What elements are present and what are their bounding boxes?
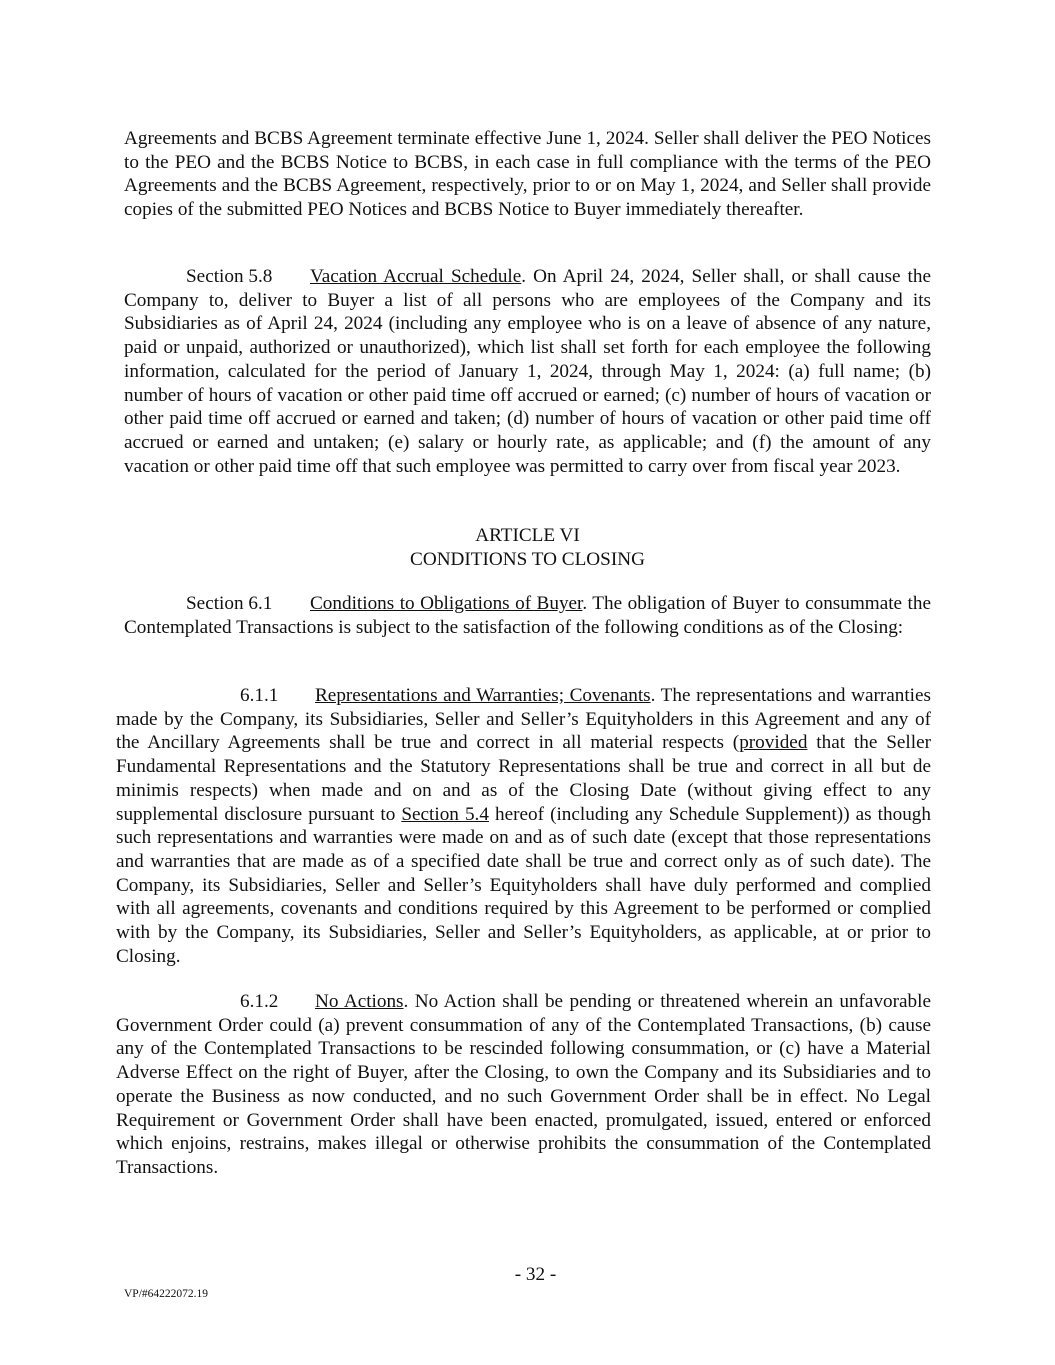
section-6-1-2 bbox=[116, 990, 931, 1180]
subsection-body-b: that the Seller Fundamental Representations and the Statutory Representations shall be true and correct in all but de minimis respects) when made and on and as of the Closing Date (without giving effect to any supplemental disclosure pursuant to bbox=[116, 732, 931, 825]
subsection-body: . No Action shall be pending or threatened wherein an unfavorable Government Order could (a) prevent consummation of any of the Contemplated Transactions, (b) cause any of the Contemplated Transactions to be rescinded following consummation, or (c) have a Material Adverse Effect on the right of Buyer, after the Closing, to own the Company and its Subsidiaries and to operate the Business as now conducted, and no such Government Order shall be in effect. No Legal Requirement or Government Order shall have been enacted, promulgated, issued, entered or enforced which enjoins, restrains, makes illegal or otherwise prohibits the consummation of the Contemplated Transactions. bbox=[116, 991, 931, 1178]
subsection-body-c: hereof (including any Schedule Supplement)) as though such representations and warranties were made on and as of such date (except that those representations and warranties that are made as of a specified date shall be true and correct only as of such date). The Company, its Subsidiaries, Seller and Seller’s Equityholders shall have duly performed and complied with all agreements, covenants and conditions required by this Agreement to be performed or complied with by the Company, its Subsidiaries, Seller and Seller’s Equityholders, as applicable, at or prior to Closing. bbox=[116, 803, 931, 967]
section-6-1-1 bbox=[116, 684, 931, 968]
article-heading bbox=[0, 524, 1055, 571]
page-number: - 32 - bbox=[514, 1264, 557, 1285]
provided-term: provided bbox=[739, 732, 808, 754]
section-title: Conditions to Obligations of Buyer bbox=[310, 593, 583, 614]
subsection-body-a: . The representations and warranties made by the Company, its Subsidiaries, Seller and Seller’s Equityholders in this Agreement and any of the Ancillary Agreements shall be true and correct in all material respects ( bbox=[116, 685, 931, 754]
paragraph-peo-notices bbox=[124, 127, 931, 222]
section-title: Vacation Accrual Schedule bbox=[310, 266, 522, 287]
subsection-number: 6.1.1 bbox=[240, 685, 279, 706]
article-title: CONDITIONS TO CLOSING bbox=[410, 548, 645, 570]
section-body: . The obligation of Buyer to consummate the Contemplated Transactions is subject to the satisfaction of the following conditions as of the Closing: bbox=[124, 593, 931, 638]
section-6-1 bbox=[124, 592, 931, 639]
subsection-title: No Actions bbox=[315, 991, 404, 1012]
section-5-8 bbox=[124, 265, 931, 478]
section-number: Section 6.1 bbox=[186, 593, 273, 614]
paragraph-text: Agreements and BCBS Agreement terminate effective June 1, 2024. Seller shall deliver the PEO Notices to the PEO and the BCBS Notice to BCBS, in each case in full compliance with the terms of the PEO Agreements and the BCBS Agreement, respectively, prior to or on May 1, 2024, and Seller shall provide copies of the submitted PEO Notices and BCBS Notice to Buyer immediately thereafter. bbox=[124, 128, 931, 221]
document-id-footer: VP/#64222072.19 bbox=[124, 1288, 209, 1300]
section-reference: Section 5.4 bbox=[401, 803, 489, 825]
section-number: Section 5.8 bbox=[186, 266, 273, 287]
subsection-title: Representations and Warranties; Covenants bbox=[315, 685, 651, 706]
subsection-number: 6.1.2 bbox=[240, 991, 279, 1012]
article-number: ARTICLE VI bbox=[475, 525, 580, 546]
section-body: . On April 24, 2024, Seller shall, or shall cause the Company to, deliver to Buyer a list of all persons who are employees of the Company and its Subsidiaries as of April 24, 2024 (including any employee who is on a leave of absence of any nature, paid or unpaid, authorized or unauthorized), which list shall set forth for each employee the following information, calculated for the period of January 1, 2024, through May 1, 2024: (a) full name; (b) number of hours of vacation or other paid time off accrued or earned; (c) number of hours of vacation or other paid time off accrued or earned and taken; (d) number of hours of vacation or other paid time off accrued or earned and untaken; (e) salary or hourly rate, as applicable; and (f) the amount of any vacation or other paid time off that such employee was permitted to carry over from fiscal year 2023. bbox=[124, 266, 931, 477]
